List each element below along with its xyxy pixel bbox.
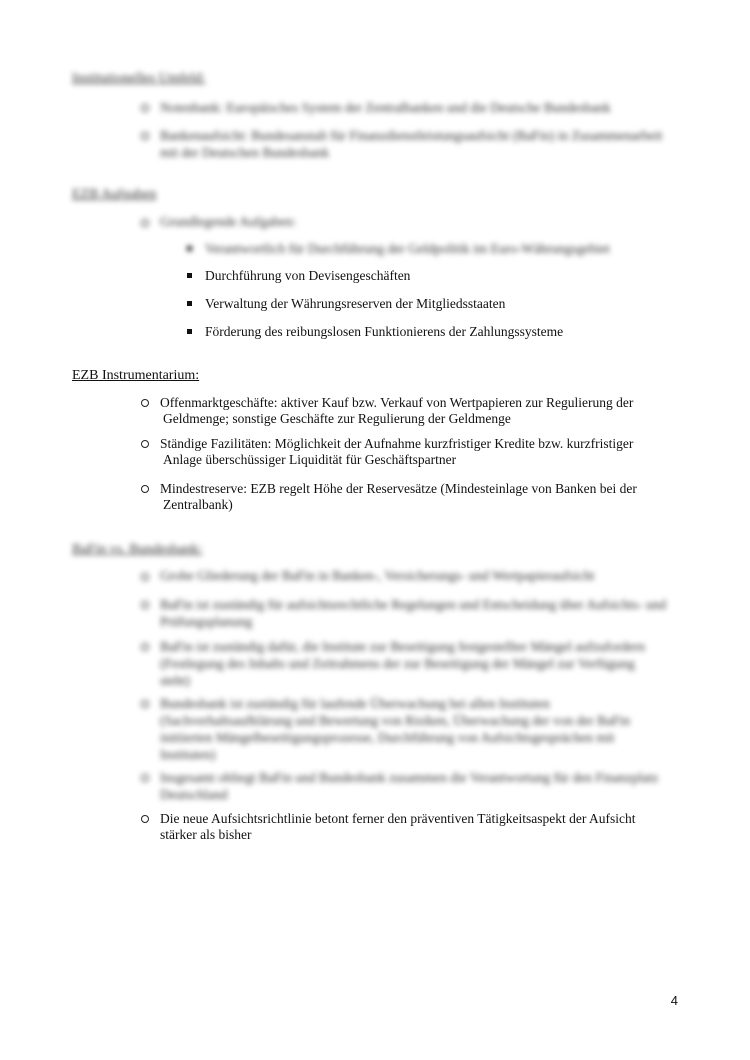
list-item-line1: Ständige Fazilitäten: Möglichkeit der Aufnahme kurzfristiger Kredite bzw. kurzfristiger [160, 436, 634, 451]
list-item-line2: Anlage überschüssiger Liquidität für Geschäftspartner [163, 452, 457, 467]
square-bullet-icon [187, 273, 192, 278]
circle-bullet-icon [141, 774, 149, 782]
circle-bullet-icon [141, 219, 149, 227]
list-item: BaFin ist zuständig dafür, die Institute zur Beseitigung festgestellter Mängel aufzufordern (Festlegung des Inhalts und Zeitrahmens der zur Beseitigung der Mängel zur Verfügung steht) [160, 639, 645, 688]
circle-bullet-icon [141, 601, 149, 609]
list-item: Verantwortlich für Durchführung der Geldpolitik im Euro-Währungsgebiet [205, 241, 610, 256]
heading-bafin-vs-bundesbank: BaFin vs. Bundesbank: [72, 542, 203, 557]
square-bullet-icon [187, 246, 192, 251]
circle-bullet-icon [141, 399, 149, 407]
heading-ezb-aufgaben: EZB Aufgaben [72, 187, 157, 202]
list-item: Insgesamt obliegt BaFin und Bundesbank zusammen die Verantwortung für den Finanzplatz Deutschland [160, 770, 659, 802]
circle-bullet-icon [141, 815, 149, 823]
circle-bullet-icon [141, 440, 149, 448]
list-item-line2: Geldmenge; sonstige Geschäfte zur Regulierung der Geldmenge [163, 411, 511, 426]
list-item: Durchführung von Devisengeschäften [205, 268, 411, 283]
list-item: Verwaltung der Währungsreserven der Mitgliedsstaaten [205, 296, 506, 311]
subheading-grundlegende-aufgaben: Grundlegende Aufgaben: [160, 214, 297, 229]
list-item: Bankenaufsicht: Bundesanstalt für Finanzdienstleistungsaufsicht (BaFin) in Zusammenarbeit mit der Deutschen Bundesbank [160, 128, 663, 160]
page-number: 4 [670, 993, 678, 1008]
circle-bullet-icon [141, 104, 149, 112]
list-item: BaFin ist zuständig für aufsichtsrechtliche Regelungen und Entscheidung über Aufsichts- und Prüfungsplanung [160, 597, 667, 629]
circle-bullet-icon [141, 573, 149, 581]
circle-bullet-icon [141, 643, 149, 651]
list-item: Förderung des reibungslosen Funktionierens der Zahlungssysteme [205, 324, 564, 339]
circle-bullet-icon [141, 132, 149, 140]
list-item-line1: Die neue Aufsichtsrichtlinie betont ferner den präventiven Tätigkeitsaspekt der Aufsicht [160, 811, 636, 826]
circle-bullet-icon [141, 700, 149, 708]
list-item-line2: Zentralbank) [163, 497, 233, 512]
circle-bullet-icon [141, 485, 149, 493]
square-bullet-icon [187, 329, 192, 334]
heading-ezb-instrumentarium: EZB Instrumentarium: [72, 368, 200, 383]
list-item: Notenbank: Europäisches System der Zentralbanken und die Deutsche Bundesbank [160, 100, 611, 115]
list-item-line2: stärker als bisher [160, 827, 252, 842]
list-item: Bundesbank ist zuständig für laufende Überwachung bei allen Instituten (Sachverhaltsaufklärung und Bewertung von Risiken, Überwachung der von der BaFin initiierten Mängelbeseitigungsprozesse, Durchführung von Aufsichtsgesprächen mit Instituten) [160, 696, 631, 762]
square-bullet-icon [187, 301, 192, 306]
list-item: Grobe Gliederung der BaFin in Banken-, Versicherungs- und Wertpapieraufsicht [160, 568, 595, 583]
list-item-line1: Offenmarktgeschäfte: aktiver Kauf bzw. Verkauf von Wertpapieren zur Regulierung der [160, 395, 634, 410]
list-item-line1: Mindestreserve: EZB regelt Höhe der Reservesätze (Mindesteinlage von Banken bei der [160, 481, 637, 496]
heading-institutionelles-umfeld: Institutionelles Umfeld: [72, 71, 206, 86]
